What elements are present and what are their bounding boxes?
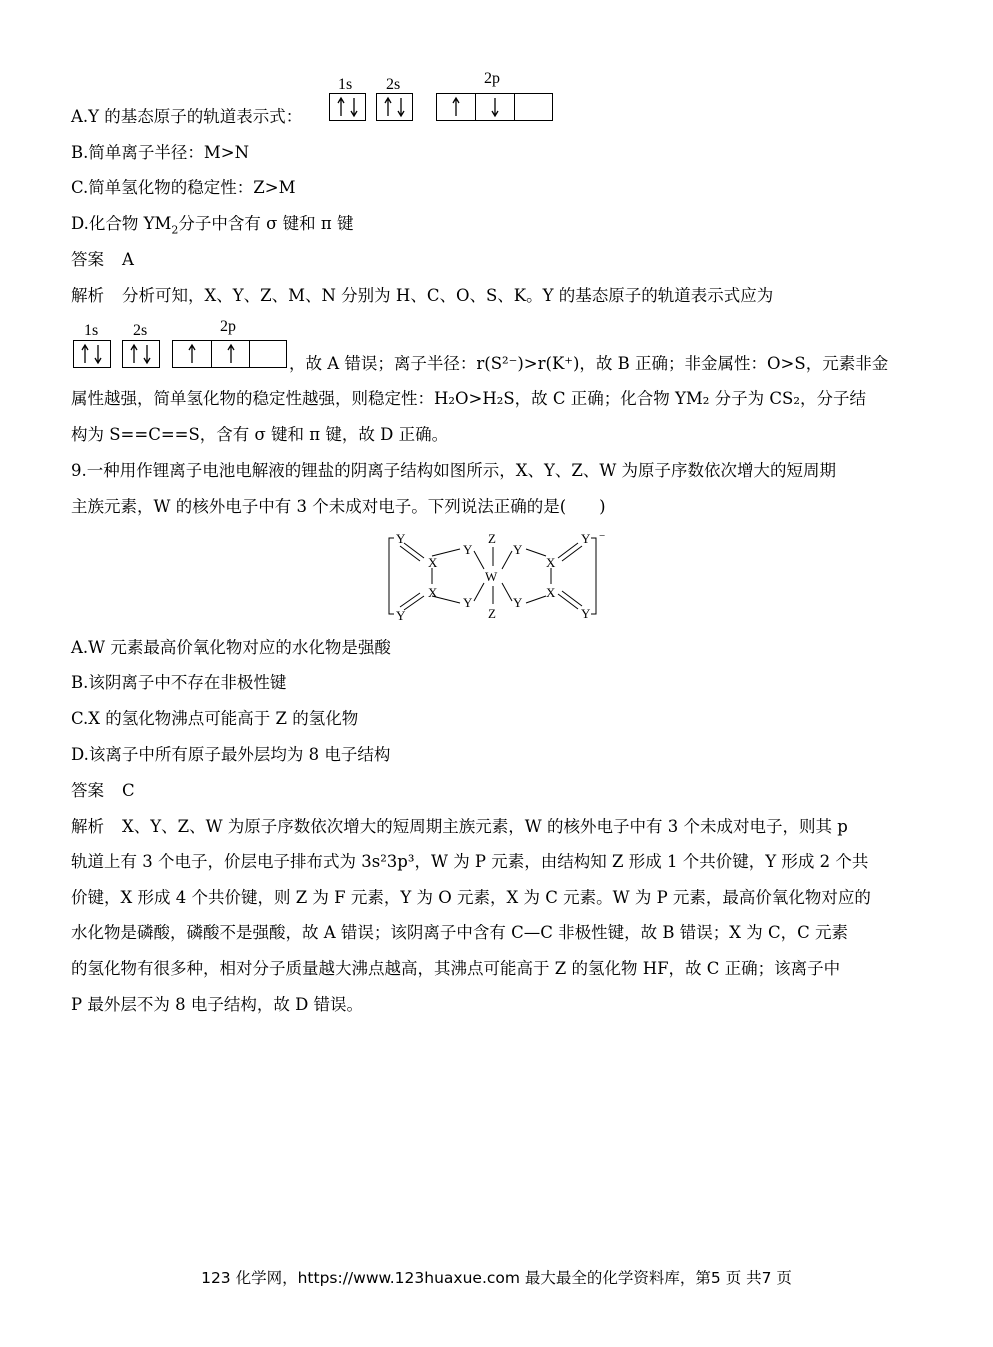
paired-arrows-icon: [123, 341, 159, 367]
question-9-option-b: B.该阴离子中不存在非极性键: [71, 673, 287, 692]
answer-line: [71, 249, 134, 271]
down-arrow-icon: [476, 94, 515, 120]
orbital-label-2s: 2s: [386, 76, 401, 93]
analysis-label: 解析: [71, 817, 104, 836]
charge-sign: −: [599, 530, 606, 542]
atom-y: Y: [513, 595, 523, 610]
question-9-stem-1: 9.一种用作锂离子电池电解液的锂盐的阴离子结构如图所示，X、Y、Z、W 为原子序数依次增大的短周期: [71, 461, 837, 480]
orbital-box-2p: [436, 93, 553, 121]
atom-y: Y: [463, 542, 473, 557]
orbital-label-2s: 2s: [133, 322, 148, 339]
atom-x: X: [546, 585, 556, 600]
analysis-line-4: 构为 S==C==S，含有 σ 键和 π 键，故 D 正确。: [71, 425, 449, 444]
up-arrow-icon: [212, 341, 250, 367]
question-9-stem-2: 主族元素，W 的核外电子中有 3 个未成对电子。下列说法正确的是( ): [71, 497, 606, 516]
option-c: C.简单氢化物的稳定性：Z>M: [71, 178, 296, 197]
question-9-analysis-line-3: 价键，X 形成 4 个共价键，则 Z 为 F 元素，Y 为 O 元素，X 为 C 元素。W 为 P 元素，最高价氧化物对应的: [71, 888, 871, 907]
answer-value: A: [122, 250, 134, 269]
page-footer: 123 化学网，https://www.123huaxue.com 最大最全的化学资料库，第5 页 共7 页: [201, 1269, 792, 1287]
atom-y: Y: [396, 608, 406, 622]
atom-y: Y: [463, 595, 473, 610]
option-d: D.化合物 $YM_2$分子中含有 σ 键和 π 键: [71, 214, 354, 237]
question-9-analysis-line-4: 水化物是磷酸，磷酸不是强酸，故 A 错误；该阴离子中含有 C—C 非极性键，故 B 错误；X 为 C，C 元素: [71, 923, 848, 942]
atom-x: X: [428, 585, 438, 600]
atom-x: X: [428, 555, 438, 570]
question-9-answer-line: [71, 780, 135, 802]
atom-z: Z: [488, 606, 496, 621]
orbital-label-1s: 1s: [84, 322, 99, 339]
analysis-line-1: 解析 分析可知，X、Y、Z、M、N 分别为 H、C、O、S、K。Y 的基态原子的轨道表示式应为: [71, 286, 774, 305]
analysis-line-3: 属性越强，简单氢化物的稳定性越强，则稳定性：H₂O>H₂S，故 C 正确；化合物 YM₂ 分子为 CS₂，分子结: [71, 389, 866, 408]
atom-x: X: [546, 555, 556, 570]
answer-label: 答案: [71, 781, 104, 800]
paired-arrows-icon: [377, 94, 412, 120]
question-9-option-a: A.W 元素最高价氧化物对应的水化物是强酸: [71, 638, 391, 657]
up-arrow-icon: [437, 94, 475, 120]
option-b: B.简单离子半径：M>N: [71, 143, 250, 162]
question-9-analysis-line-6: P 最外层不为 8 电子结构，故 D 错误。: [71, 995, 364, 1014]
question-9-analysis-line-2: 轨道上有 3 个电子，价层电子排布式为 3s²3p³，W 为 P 元素，由结构知 Z 形成 1 个共价键，Y 形成 2 个共: [71, 852, 869, 871]
option-a-text: A.Y 的基态原子的轨道表示式：: [71, 107, 303, 126]
orbital-box-2s: [122, 340, 160, 368]
orbital-label-1s: 1s: [338, 76, 353, 93]
atom-w: W: [485, 569, 498, 584]
question-9-option-c: C.X 的氢化物沸点可能高于 Z 的氢化物: [71, 709, 359, 728]
answer-value: C: [122, 781, 135, 800]
orbital-box-1s: [73, 340, 111, 368]
orbital-label-2p: 2p: [484, 70, 500, 87]
atom-y: Y: [396, 531, 406, 546]
up-arrow-icon: [173, 341, 211, 367]
orbital-box-2s: [376, 93, 413, 121]
atom-y: Y: [513, 542, 523, 557]
paired-arrows-icon: [330, 94, 365, 120]
atom-y: Y: [581, 606, 591, 621]
analysis-line-2: ，故 A 错误；离子半径：r(S²⁻)>r(K⁺)，故 B 正确；非金属性：O>S，元素非金: [289, 354, 889, 373]
question-9-analysis-line-5: 的氢化物有很多种，相对分子质量越大沸点越高，其沸点可能高于 Z 的氢化物 HF，故 C 正确；该离子中: [71, 959, 841, 978]
atom-z: Z: [488, 531, 496, 546]
atom-y: Y: [581, 531, 591, 546]
orbital-box-1s: [329, 93, 366, 121]
answer-label: 答案: [71, 250, 104, 269]
question-9-analysis-line-1: 解析 X、Y、Z、W 为原子序数依次增大的短周期主族元素，W 的核外电子中有 3 个未成对电子，则其 p: [71, 817, 848, 836]
option-a: [71, 106, 302, 128]
orbital-label-2p: 2p: [220, 318, 236, 335]
question-9-option-d: D.该离子中所有原子最外层均为 8 电子结构: [71, 745, 391, 764]
orbital-box-2p: [172, 340, 287, 368]
paired-arrows-icon: [74, 341, 110, 367]
anion-structure-diagram: [380, 530, 620, 622]
analysis-label: 解析: [71, 286, 104, 305]
